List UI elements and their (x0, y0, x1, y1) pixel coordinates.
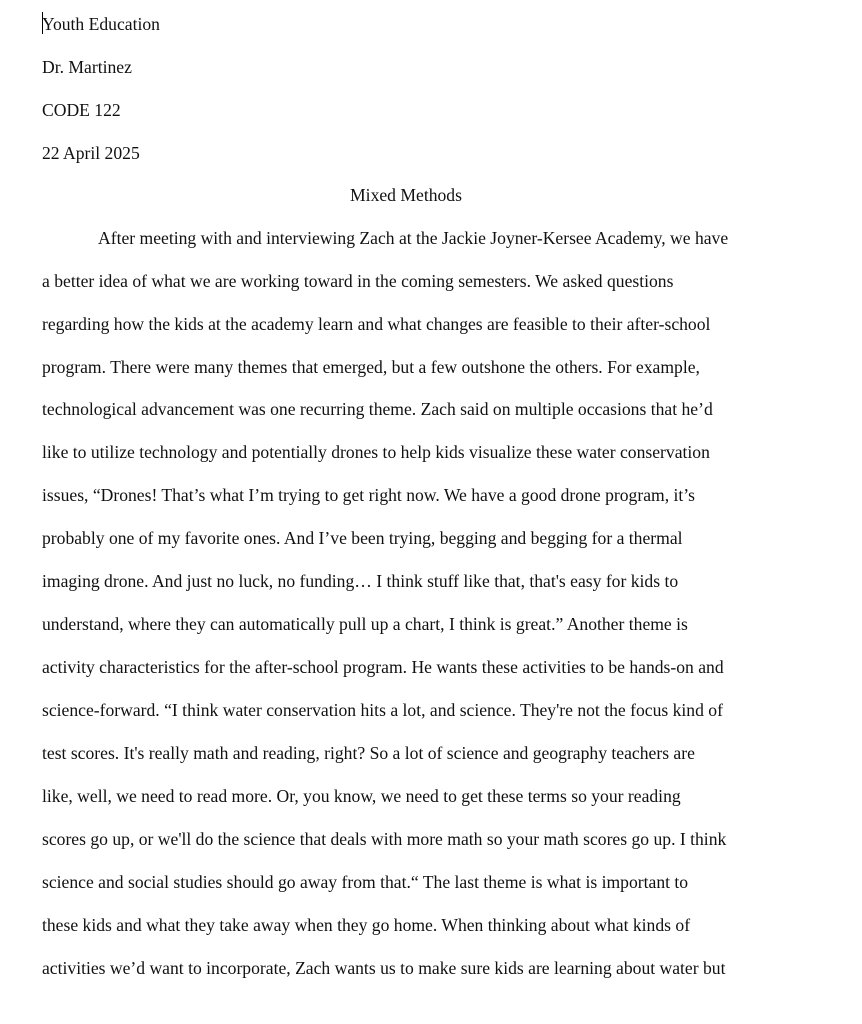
paragraph-line: test scores. It's really math and reading, right? So a lot of science and geography teachers are (42, 743, 695, 763)
paragraph-line: understand, where they can automatically pull up a chart, I think is great.” Another theme is (42, 614, 688, 634)
paragraph-line: technological advancement was one recurring theme. Zach said on multiple occasions that he’d (42, 399, 713, 419)
paragraph-line: these kids and what they take away when they go home. When thinking about what kinds of (42, 915, 691, 935)
header-course: CODE 122 (42, 100, 121, 120)
paragraph-line: After meeting with and interviewing Zach at the Jackie Joyner-Kersee Academy, we have (98, 228, 729, 248)
paragraph-line: scores go up, or we'll do the science that deals with more math so your math scores go up. I think (42, 829, 727, 849)
paragraph-line: like, well, we need to read more. Or, you know, we need to get these terms so your reading (42, 786, 681, 806)
paragraph-line: a better idea of what we are working toward in the coming semesters. We asked questions (42, 271, 674, 291)
paragraph-line: probably one of my favorite ones. And I’ve been trying, begging and begging for a thermal (42, 528, 683, 548)
paragraph-line: imaging drone. And just no luck, no funding… I think stuff like that, that's easy for kids to (42, 571, 679, 591)
paragraph-line: science-forward. “I think water conservation hits a lot, and science. They're not the focus kind of (42, 700, 723, 720)
paragraph-line: issues, “Drones! That’s what I’m trying to get right now. We have a good drone program, it’s (42, 485, 696, 505)
header-date: 22 April 2025 (42, 143, 140, 163)
paragraph-line: program. There were many themes that emerged, but a few outshone the others. For example, (42, 357, 700, 377)
paragraph-line: activity characteristics for the after-school program. He wants these activities to be hands-on and (42, 657, 724, 677)
paragraph-line: science and social studies should go away from that.“ The last theme is what is important to (42, 872, 689, 892)
header-instructor: Dr. Martinez (42, 57, 132, 77)
paragraph-line: regarding how the kids at the academy learn and what changes are feasible to their after-school (42, 314, 711, 334)
header-name: Youth Education (42, 14, 160, 34)
document-title: Mixed Methods (350, 185, 462, 205)
paragraph-line: like to utilize technology and potentially drones to help kids visualize these water conservation (42, 442, 710, 462)
paragraph-line: activities we’d want to incorporate, Zach wants us to make sure kids are learning about water but (42, 958, 726, 978)
